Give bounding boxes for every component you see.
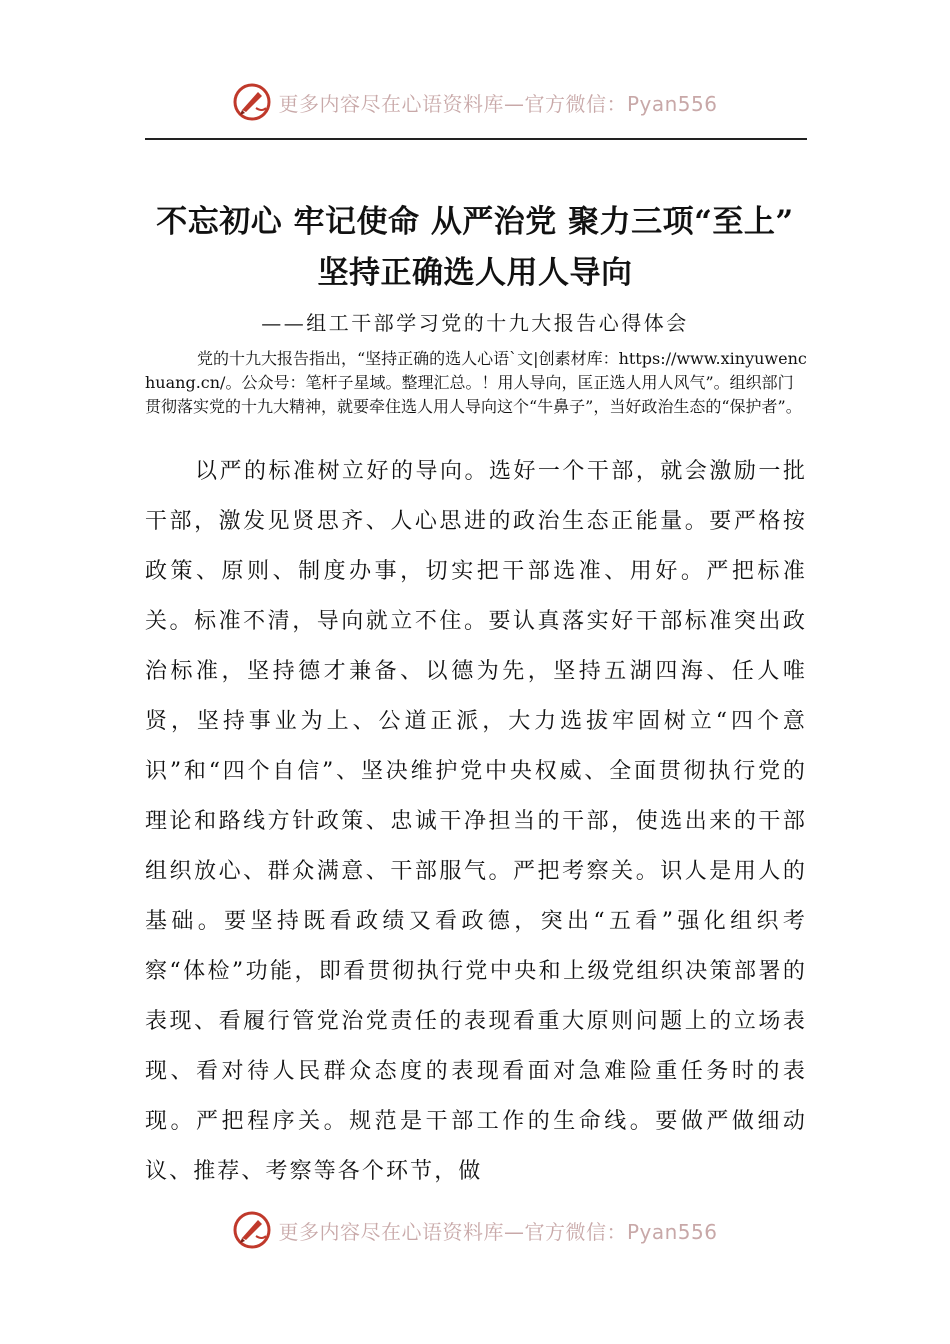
header-divider — [145, 138, 807, 140]
body-paragraph: 以严的标准树立好的导向。选好一个干部，就会激励一批干部，激发见贤思齐、人心思进的政治生态正能量。要严格按政策、原则、制度办事，切实把干部选准、用好。严把标准关。标准不清，导向就立不住。要认真落实好干部标准突出政治标准，坚持德才兼备、以德为先，坚持五湖四海、任人唯贤，坚持事业为上、公道正派，大力选拔牢固树立“四个意识”和“四个自信”、坚决维护党中央权威、全面贯彻执行党的理论和路线方针政策、忠诚干净担当的干部，使选出来的干部组织放心、群众满意、干部服气。严把考察关。识人是用人的基础。要坚持既看政绩又看政德，突出“五看”强化组织考察“体检”功能，即看贯彻执行党中央和上级党组织决策部署的表现、看履行管党治党责任的表现看重大原则问题上的立场表现、看对待人民群众态度的表现看面对急难险重任务时的表现。严把程序关。规范是干部工作的生命线。要做严做细动议、推荐、考察等各个环节，做 — [145, 459, 807, 1184]
brush-pen-logo-icon — [232, 1210, 272, 1250]
subtitle: ——组工干部学习党的十九大报告心得体会 — [261, 311, 689, 335]
title-line-1: 不忘初心 牢记使命 从严治党 聚力三项“至上” — [156, 204, 794, 240]
header-watermark-text: 更多内容尽在心语资料库—官方微信：Pyan556 — [278, 91, 718, 116]
brush-pen-logo-icon — [232, 82, 272, 122]
intro-paragraph: 党的十九大报告指出，“坚持正确的选人心语`文|创素材库：https://www.xinyuwenchuang.cn/。公众号：笔杆子星域。整理汇总。！用人导向，匡正选人用人风气”。组织部门贯彻落实党的十九大精神，就要牵住选人用人导向这个“牛鼻子”，当好政治生态的“保护者”。 — [145, 349, 807, 416]
title-line-2: 坚持正确选人用人导向 — [317, 255, 633, 291]
footer-watermark — [0, 1210, 950, 1250]
footer-watermark-text: 更多内容尽在心语资料库—官方微信：Pyan556 — [278, 1219, 718, 1244]
header-watermark — [0, 82, 950, 122]
